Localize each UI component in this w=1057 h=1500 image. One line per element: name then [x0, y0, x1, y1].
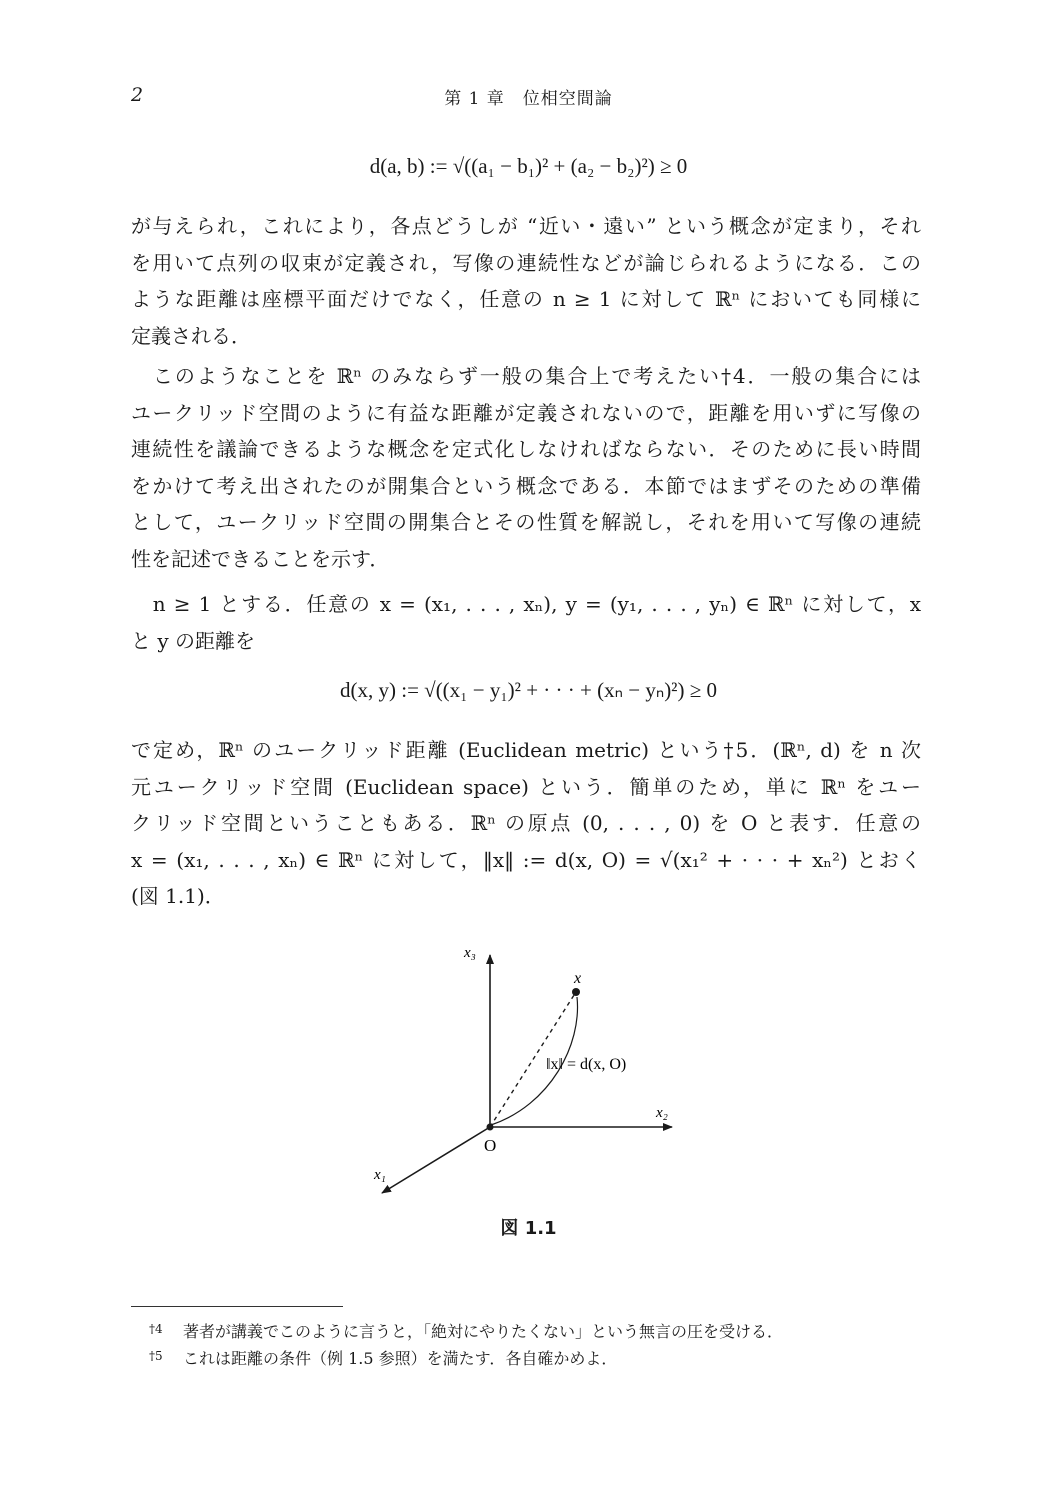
label-norm: ‖x‖ = d(x, O): [546, 1056, 627, 1073]
paragraph-1: [131, 208, 921, 354]
text-line: と y の距離を: [131, 628, 256, 653]
text-line: 元ユークリッド空間 (Euclidean space) という．簡単のため，単に ℝⁿ をユー: [131, 774, 921, 799]
text-line: 性を記述できることを示す．: [131, 546, 390, 571]
figure-caption: 図 1.1: [500, 1218, 557, 1239]
text-line: をかけて考え出されたのが開集合という概念である．本節ではまずそのための準備: [131, 473, 921, 498]
paragraph-2: [131, 358, 921, 577]
footnote-5: [149, 1346, 617, 1369]
text-line: 連続性を議論できるような概念を定式化しなければならない．そのために長い時間: [131, 437, 921, 461]
paragraph-3: [131, 586, 921, 659]
paragraph-4: [131, 732, 921, 915]
x1-axis: [382, 1127, 490, 1193]
text-line: n ≥ 1 とする．任意の x = (x₁, . . . , xₙ), y = (y₁, . . . , yₙ) ∈ ℝⁿ に対して，x: [131, 592, 921, 616]
running-head: 第 1 章 位相空間論: [444, 89, 613, 109]
text-line: 定義される．: [131, 323, 251, 348]
figure-coordinate-axes: [360, 935, 700, 1205]
point-x: [572, 988, 580, 996]
footnote-mark: †5: [149, 1349, 163, 1363]
text-line: このようなことを ℝⁿ のみならず一般の集合上で考えたい†4．一般の集合には: [131, 364, 921, 388]
label-x2: x₂: [656, 1105, 668, 1121]
footnote-4: [149, 1319, 783, 1342]
equation-distance-rn: d(x, y) := √((x₁ − y₁)² + · · · + (xₙ − yₙ)²) ≥ 0: [340, 678, 717, 702]
label-origin: O: [484, 1136, 497, 1155]
text-line: で定め，ℝⁿ のユークリッド距離 (Euclidean metric) という†5．(ℝⁿ, d) を n 次: [131, 738, 921, 762]
equation-distance-plane: d(a, b) := √((a₁ − b₁)² + (a₂ − b₂)²) ≥ 0: [369, 154, 688, 178]
page-number: 2: [131, 84, 144, 106]
text-line: ユークリッド空間のように有益な距離が定義されないので，距離を用いずに写像の: [131, 400, 921, 425]
label-x3: x₃: [464, 945, 476, 961]
label-x1: x₁: [374, 1167, 386, 1183]
text-line: クリッド空間ということもある．ℝⁿ の原点 (0, . . . , 0) を O と表す．任意の: [131, 811, 921, 835]
footnote-rule: [131, 1306, 343, 1307]
text-line: x = (x₁, . . . , xₙ) ∈ ℝⁿ に対して，‖x‖ := d(x, O) = √(x₁² + · · · + xₙ²) とおく: [131, 847, 921, 872]
text-line: を用いて点列の収束が定義され，写像の連続性などが論じられるようになる．この: [131, 250, 921, 275]
origin-point: [487, 1124, 494, 1131]
footnote-mark: †4: [149, 1322, 163, 1336]
footnote-text: 著者が講義でこのように言うと，「絶対にやりたくない」という無言の圧を受ける．: [183, 1322, 784, 1341]
footnote-text: これは距離の条件（例 1.5 参照）を満たす．各自確かめよ．: [183, 1349, 618, 1368]
text-line: ような距離は座標平面だけでなく，任意の n ≥ 1 に対して ℝⁿ においても同様に: [131, 287, 921, 311]
text-line: が与えられ，これにより，各点どうしが “近い・遠い” という概念が定まり，それ: [131, 214, 921, 238]
text-line: (図 1.1)．: [131, 884, 225, 908]
label-point-x: x: [574, 970, 582, 987]
text-line: として，ユークリッド空間の開集合とその性質を解説し，それを用いて写像の連続: [131, 510, 921, 534]
